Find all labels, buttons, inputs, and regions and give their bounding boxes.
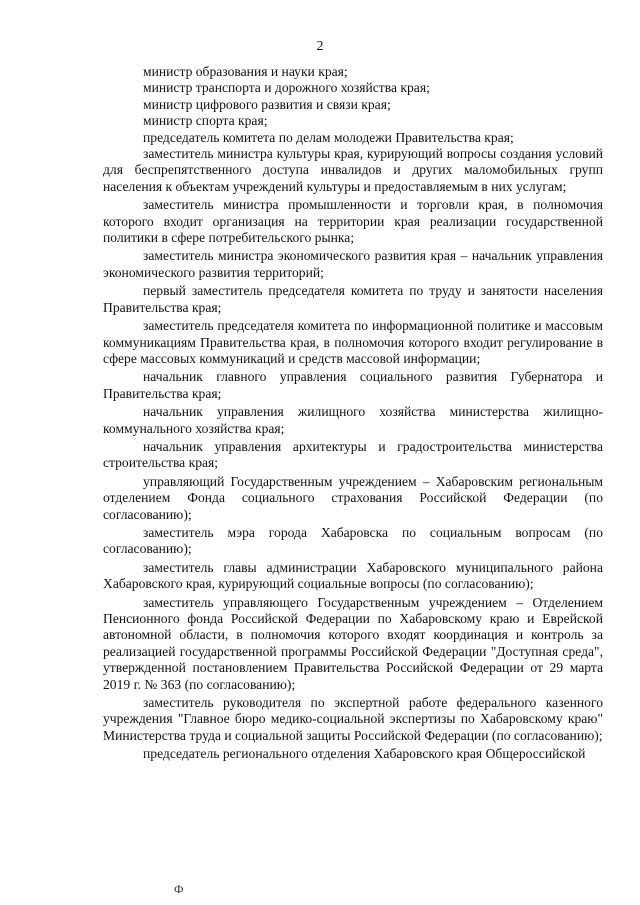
list-item: министр образования и науки края;: [143, 64, 348, 79]
list-item: управляющий Государственным учреждением – Хабаровским региональным отделением Фонда социального страхования Российской Федерации (по согласованию);: [103, 473, 603, 522]
list-item: заместитель министра экономического развития края – начальник управления экономического развития территорий;: [103, 248, 603, 280]
document-body: [103, 64, 603, 765]
list-item: заместитель главы администрации Хабаровского муниципального района Хабаровского края, курирующий социальные вопросы (по согласованию);: [103, 559, 603, 592]
list-item: министр цифрового развития и связи края;: [143, 96, 391, 112]
footer-mark: Ф: [174, 882, 184, 896]
list-item: заместитель управляющего Государственным учреждением – Отделением Пенсионного фонда Российской Федерации по Хабаровскому краю и Еврейской автономной области, в полномочия которого входят координация и контроль за реализацией государственной программы Российской Федерации "Доступная среда", утвержденной постановлением Правительства Российской Федерации от 29 марта 2019 г. № 363 (по согласованию);: [103, 594, 603, 692]
list-item: заместитель министра культуры края, курирующий вопросы создания условий для беспрепятственного доступа инвалидов и других маломобильных групп населения к объектам учреждений культуры и предоставляемым в них услугам;: [103, 146, 603, 194]
list-item: заместитель председателя комитета по информационной политике и массовым коммуникациям Правительства края, в полномочия которого входит регулирование в сфере массовых коммуникаций и средств массовой информации;: [103, 318, 603, 366]
list-item: председатель регионального отделения Хабаровского края Общероссийской: [143, 746, 586, 762]
list-item: начальник управления жилищного хозяйства министерства жилищно-коммунального хозяйства края;: [103, 404, 603, 436]
list-item: заместитель министра промышленности и торговли края, в полномочия которого входит организация на территории края реализации государственной политики в сфере потребительского рынка;: [103, 197, 603, 246]
list-item: председатель комитета по делам молодежи Правительства края;: [143, 129, 514, 145]
list-item: заместитель мэра города Хабаровска по социальным вопросам (по согласованию);: [103, 524, 603, 557]
page-number: 2: [316, 39, 324, 54]
list-item: первый заместитель председателя комитета по труду и занятости населения Правительства края;: [103, 283, 603, 315]
list-item: начальник главного управления социального развития Губернатора и Правительства края;: [103, 369, 603, 401]
list-item: заместитель руководителя по экспертной работе федерального казенного учреждения "Главное бюро медико-социальной экспертизы по Хабаровскому краю" Министерства труда и социальной защиты Российской Федерации (по согласованию);: [103, 695, 603, 743]
list-item: начальник управления архитектуры и градостроительства министерства строительства края;: [103, 438, 603, 471]
list-item: министр транспорта и дорожного хозяйства края;: [143, 80, 430, 96]
list-item: министр спорта края;: [143, 113, 268, 129]
